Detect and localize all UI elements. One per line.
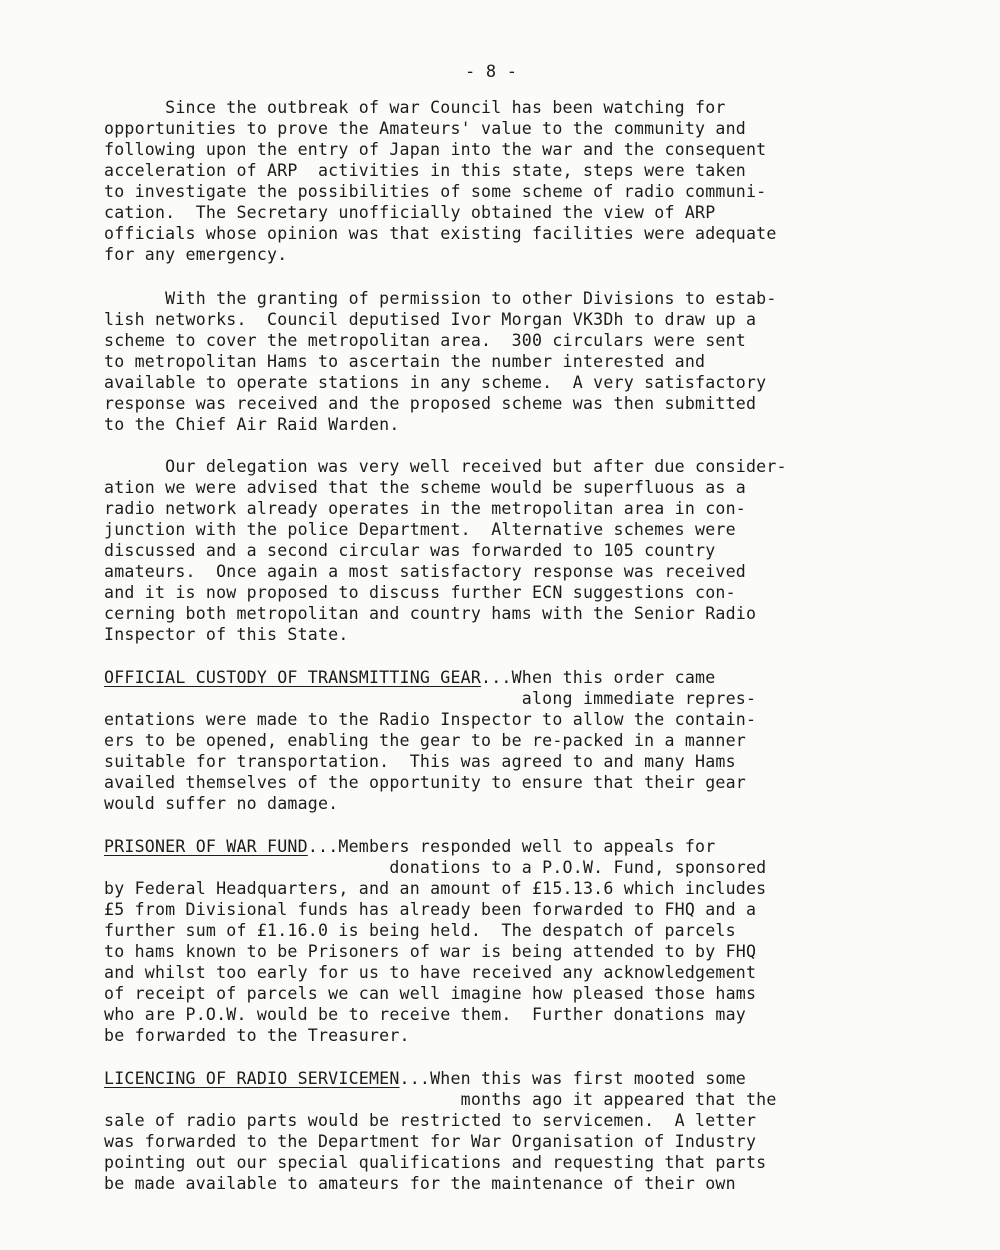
- text-line: availed themselves of the opportunity to ensure that their gear: [104, 773, 746, 792]
- text-line: [104, 1068, 944, 1089]
- section-heading: LICENCING OF RADIO SERVICEMEN: [104, 1069, 400, 1088]
- section-licencing-radio-servicemen: [104, 1068, 944, 1194]
- text-line: junction with the police Department. Alternative schemes were: [104, 520, 736, 539]
- text-line: scheme to cover the metropolitan area. 300 circulars were sent: [104, 331, 746, 350]
- text-line: cerning both metropolitan and country hams with the Senior Radio: [104, 604, 757, 623]
- text-line: opportunities to prove the Amateurs' value to the community and: [104, 119, 746, 138]
- text-line: pointing out our special qualifications and requesting that parts: [104, 1153, 767, 1172]
- paragraph-arp-communication: [104, 97, 944, 265]
- text-line: to hams known to be Prisoners of war is being attended to by FHQ: [104, 942, 757, 961]
- text-line: lish networks. Council deputised Ivor Morgan VK3Dh to draw up a: [104, 310, 757, 329]
- text-line: With the granting of permission to other Divisions to estab-: [104, 289, 777, 308]
- text-line: donations to a P.O.W. Fund, sponsored: [104, 858, 767, 877]
- text-line: and it is now proposed to discuss further ECN suggestions con-: [104, 583, 736, 602]
- text-fragment: ...When this was first mooted some: [399, 1069, 747, 1088]
- text-line: acceleration of ARP activities in this state, steps were taken: [104, 161, 746, 180]
- text-line: was forwarded to the Department for War Organisation of Industry: [104, 1132, 757, 1151]
- text-line: to metropolitan Hams to ascertain the number interested and: [104, 352, 706, 371]
- text-line: be forwarded to the Treasurer.: [104, 1026, 410, 1045]
- text-line: of receipt of parcels we can well imagine how pleased those hams: [104, 984, 757, 1003]
- text-line: suitable for transportation. This was agreed to and many Hams: [104, 752, 736, 771]
- text-line: would suffer no damage.: [104, 794, 339, 813]
- text-line: who are P.O.W. would be to receive them. Further donations may: [104, 1005, 746, 1024]
- text-line: response was received and the proposed scheme was then submitted: [104, 394, 757, 413]
- text-line: following upon the entry of Japan into the war and the consequent: [104, 140, 767, 159]
- text-line: amateurs. Once again a most satisfactory response was received: [104, 562, 746, 581]
- text-line: Inspector of this State.: [104, 625, 349, 644]
- paragraph-networks: [104, 288, 944, 435]
- text-line: further sum of £1.16.0 is being held. The despatch of parcels: [104, 921, 736, 940]
- text-fragment: ...Members responded well to appeals for: [307, 837, 716, 856]
- text-line: £5 from Divisional funds has already been forwarded to FHQ and a: [104, 900, 757, 919]
- text-fragment: ...When this order came: [481, 668, 716, 687]
- text-line: [104, 836, 944, 857]
- text-line: Our delegation was very well received but after due consider-: [104, 457, 787, 476]
- paragraph-delegation: [104, 456, 944, 645]
- text-line: to investigate the possibilities of some scheme of radio communi-: [104, 182, 767, 201]
- text-line: ers to be opened, enabling the gear to be re-packed in a manner: [104, 731, 746, 750]
- text-line: sale of radio parts would be restricted to servicemen. A letter: [104, 1111, 757, 1130]
- section-prisoner-of-war-fund: [104, 836, 944, 1046]
- text-line: [104, 667, 944, 688]
- section-heading: PRISONER OF WAR FUND: [104, 837, 308, 856]
- section-heading: OFFICIAL CUSTODY OF TRANSMITTING GEAR: [104, 668, 482, 687]
- text-line: along immediate repres-: [104, 689, 757, 708]
- text-line: cation. The Secretary unofficially obtained the view of ARP: [104, 203, 716, 222]
- text-line: by Federal Headquarters, and an amount of £15.13.6 which includes: [104, 879, 767, 898]
- text-line: to the Chief Air Raid Warden.: [104, 415, 400, 434]
- text-line: available to operate stations in any scheme. A very satisfactory: [104, 373, 767, 392]
- text-line: and whilst too early for us to have received any acknowledgement: [104, 963, 757, 982]
- text-line: be made available to amateurs for the maintenance of their own: [104, 1174, 736, 1193]
- text-line: months ago it appeared that the: [104, 1090, 777, 1109]
- text-line: entations were made to the Radio Inspector to allow the contain-: [104, 710, 757, 729]
- page-number: - 8 -: [465, 62, 518, 82]
- text-line: radio network already operates in the metropolitan area in con-: [104, 499, 746, 518]
- text-line: officials whose opinion was that existing facilities were adequate: [104, 224, 777, 243]
- section-official-custody: [104, 667, 944, 814]
- text-line: ation we were advised that the scheme would be superfluous as a: [104, 478, 746, 497]
- text-line: discussed and a second circular was forwarded to 105 country: [104, 541, 716, 560]
- text-line: Since the outbreak of war Council has been watching for: [104, 98, 726, 117]
- text-line: for any emergency.: [104, 245, 288, 264]
